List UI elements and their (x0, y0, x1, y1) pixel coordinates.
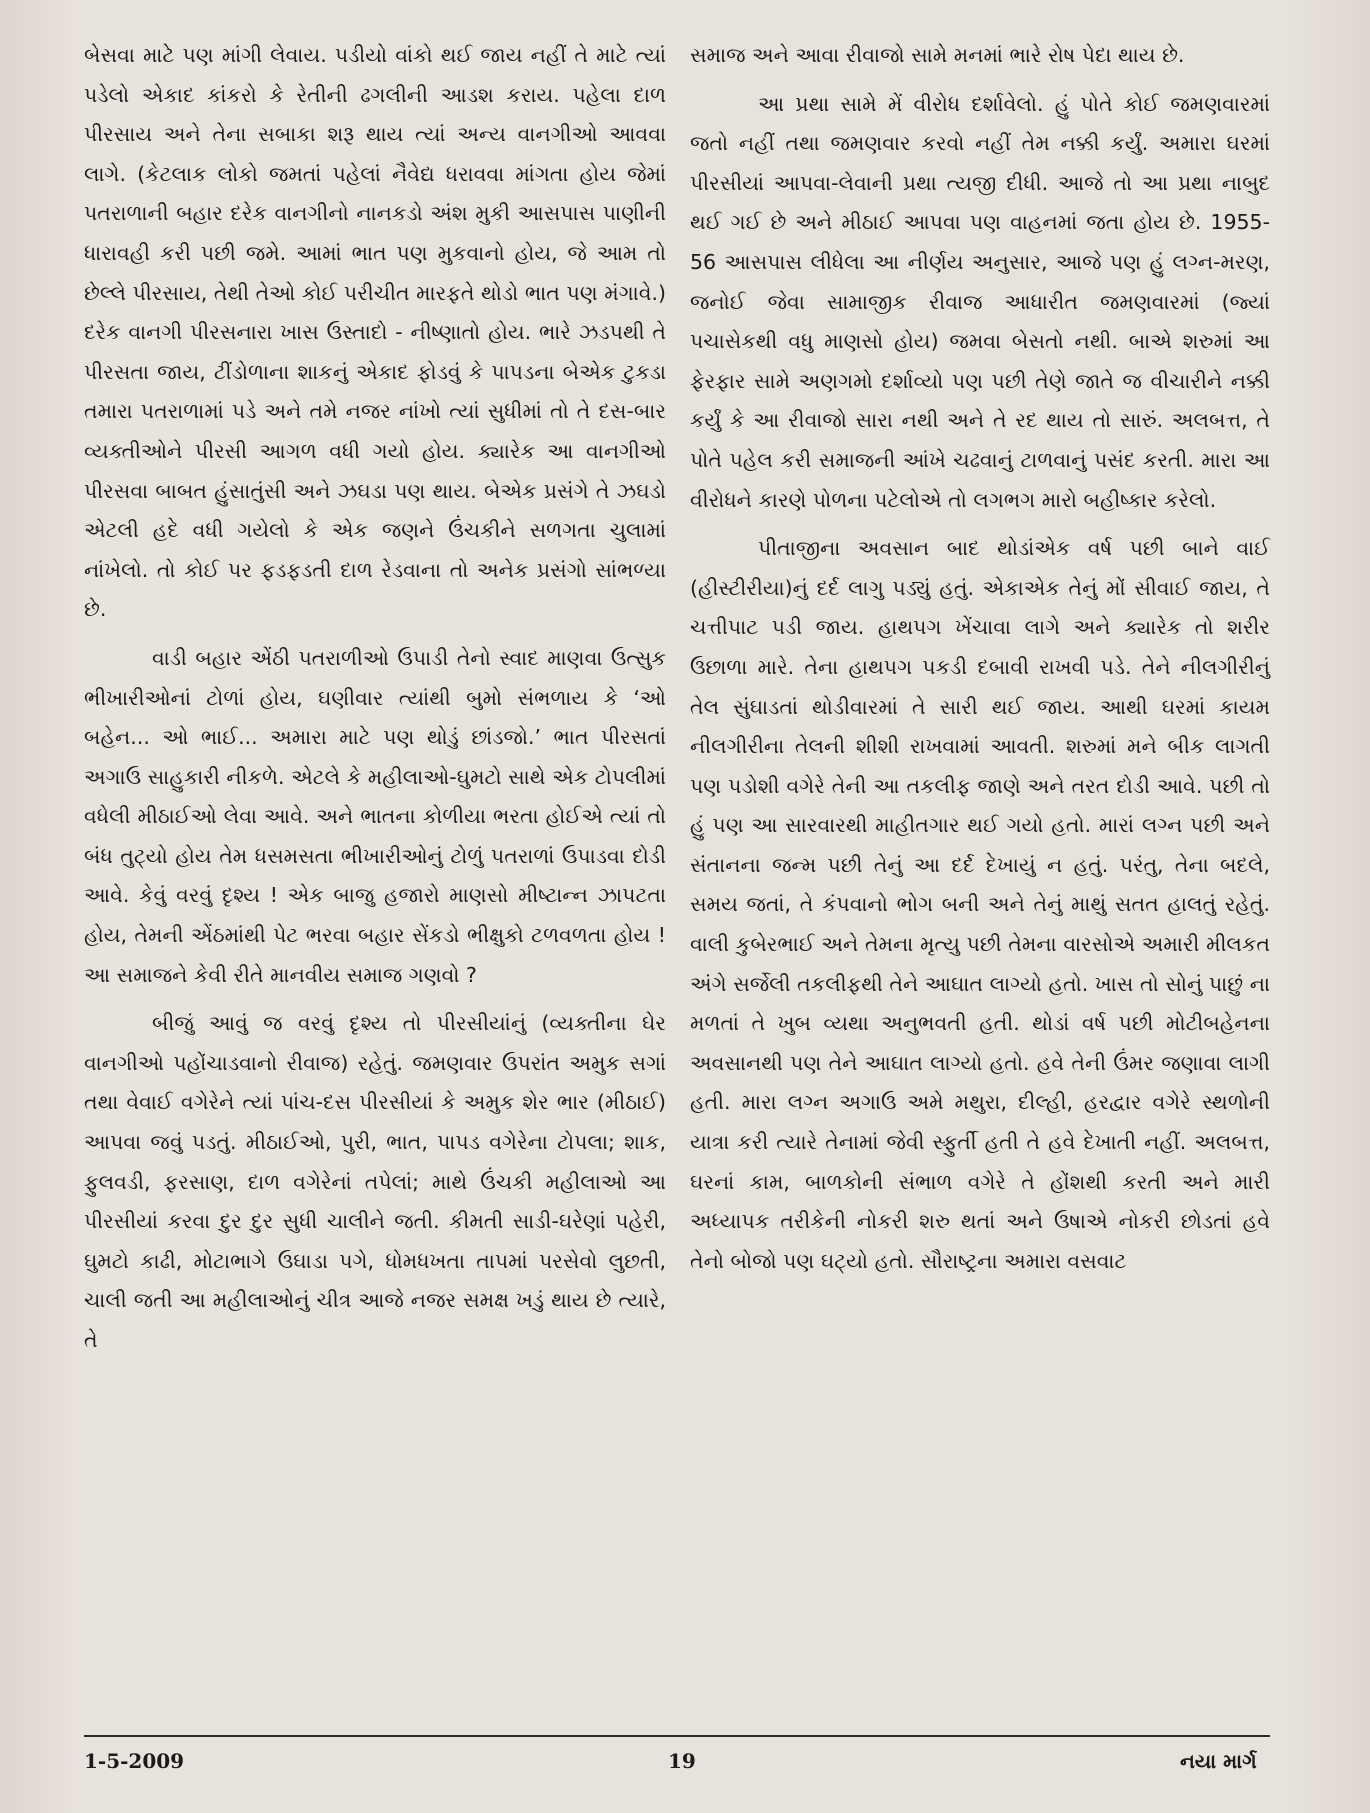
paragraph: બેસવા માટે પણ માંગી લેવાય. પડીયો વાંકો થઈ જાય નહીં તે માટે ત્યાં પડેલો એકાદ કાંકરો કે રેતીની ઢગલીની આડશ કરાય. પહેલા દાળ પીરસાય અને તેના સબાકા શરૂ થાય ત્યાં અન્ય વાનગીઓ આવવા લાગે. (કેટલાક લોકો જમતાં પહેલાં નૈવેદ્ય ધરાવવા માંગતા હોય જેમાં પતરાળાની બહાર દરેક વાનગીનો નાનકડો અંશ મુકી આસપાસ પાણીની ધારાવહી કરી પછી જમે. આમાં ભાત પણ મુકવાનો હોય, જે આમ તો છેલ્લે પીરસાય, તેથી તેઓ કોઈ પરીચીત મારફતે થોડો ભાત પણ મંગાવે.) દરેક વાનગી પીરસનારા ખાસ ઉસ્તાદો - નીષ્ણાતો હોય. ભારે ઝડપથી તે પીરસતા જાય, ટીંડોળાના શાકનું એકાદ ફોડવું કે પાપડના બેએક ટુકડા તમારા પતરાળામાં પડે અને તમે નજર નાંખો ત્યાં સુધીમાં તો તે દસ-બાર વ્યક્તીઓને પીરસી આગળ વધી ગયો હોય. ક્યારેક આ વાનગીઓ પીરસવા બાબત હુંસાતુંસી અને ઝઘડા પણ થાય. બેએક પ્રસંગે તે ઝઘડો એટલી હદે વધી ગયેલો કે એક જણને ઉંચકીને સળગતા ચુલામાં નાંખેલો. તો કોઈ પર ફડફડતી દાળ રેડવાના તો અનેક પ્રસંગો સાંભળ્યા છે. (84, 43, 666, 622)
footer-divider (84, 1735, 1270, 1737)
paragraph: વાડી બહાર એંઠી પતરાળીઓ ઉપાડી તેનો સ્વાદ માણવા ઉત્સુક ભીખારીઓનાં ટોળાં હોય, ઘણીવાર ત્યાંથી બુમો સંભળાય કે ‘ઓ બહેન... ઓ ભાઈ... અમારા માટે પણ થોડું છાંડજો.’ ભાત પીરસતાં અગાઉ સાહુકારી નીકળે. એટલે કે મહીલાઓ-ઘુમટો સાથે એક ટોપલીમાં વધેલી મીઠાઈઓ લેવા આવે. અને ભાતના કોળીયા ભરતા હોઈએ ત્યાં તો બંધ તુટ્યો હોય તેમ ધસમસતા ભીખારીઓનું ટોળું પતરાળાં ઉપાડવા દોડી આવે. કેવું વરવું દૃશ્ય ! એક બાજુ હજારો માણસો મીષ્ટાન્ન ઝાપટતા હોય, તેમની એંઠમાંથી પેટ ભરવા બહાર સેંકડો ભીક્ષુકો ટળવળતા હોય ! આ સમાજને કેવી રીતે માનવીય સમાજ ગણવો ? (84, 645, 666, 987)
paragraph: બીજું આવું જ વરવું દૃશ્ય તો પીરસીયાંનું (વ્યક્તીના ઘેર વાનગીઓ પહોંચાડવાનો રીવાજ) રહેતું. જમણવાર ઉપરાંત અમુક સગાં તથા વેવાઈ વગેરેને ત્યાં પાંચ-દસ પીરસીયાં કે અમુક શેર ભાર (મીઠાઈ) આપવા જવું પડતું. મીઠાઈઓ, પુરી, ભાત, પાપડ વગેરેના ટોપલા; શાક, ફુલવડી, ફરસાણ, દાળ વગેરેનાં તપેલાં; માથે ઉંચકી મહીલાઓ આ પીરસીયાં કરવા દુર દુર સુધી ચાલીને જતી. કીમતી સાડી-ઘરેણાં પહેરી, ઘુમટો કાઢી, મોટાભાગે ઉઘાડા પગે, ધોમધખતા તાપમાં પરસેવો લુછતી, ચાલી જતી આ મહીલાઓનું ચીત્ર આજે નજર સમક્ષ ખડું થાય છે ત્યારે, તે (84, 1011, 666, 1352)
paragraph: આ પ્રથા સામે મેં વીરોધ દર્શાવેલો. હું પોતે કોઈ જમણવારમાં જતો નહીં તથા જમણવાર કરવો નહીં તેમ નક્કી કર્યું. અમારા ઘરમાં પીરસીયાં આપવા-લેવાની પ્રથા ત્યજી દીધી. આજે તો આ પ્રથા નાબુદ થઈ ગઈ છે અને મીઠાઈ આપવા પણ વાહનમાં જતા હોય છે. 1955- 56 આસપાસ લીધેલા આ નીર્ણય અનુસાર, આજે પણ હું લગ્ન-મરણ, જનોઈ જેવા સામાજીક રીવાજ આધારીત જમણવારમાં (જ્યાં પચાસેકથી વધુ માણસો હોય) જમવા બેસતો નથી. બાએ શરુમાં આ ફેરફાર સામે અણગમો દર્શાવ્યો પણ પછી તેણે જાતે જ વીચારીને નક્કી કર્યું કે આ રીવાજો સારા નથી અને તે રદ થાય તો સારું. અલબત્ત, તે પોતે પહેલ કરી સમાજની આંખે ચઢવાનું ટાળવાનું પસંદ કરતી. મારા આ વીરોધને કારણે પોળના પટેલોએ તો લગભગ મારો બહીષ્કાર કરેલો. (690, 91, 1270, 512)
footer-date: 1-5-2009 (84, 1749, 185, 1773)
left-column (84, 36, 666, 1370)
paragraph: સમાજ અને આવા રીવાજો સામે મનમાં ભારે રોષ પેદા થાય છે. (690, 43, 1185, 67)
page-number: 19 (668, 1749, 696, 1773)
paragraph: પીતાજીના અવસાન બાદ થોડાંએક વર્ષ પછી બાને વાઈ (હીસ્ટીરીયા)નું દર્દ લાગુ પડ્યું હતું. એકાએક તેનું મોં સીવાઈ જાય, તે ચત્તીપાટ પડી જાય. હાથપગ ખેંચાવા લાગે અને ક્યારેક તો શરીર ઉછાળા મારે. તેના હાથપગ પકડી દબાવી રાખવી પડે. તેને નીલગીરીનું તેલ સુંઘાડતાં થોડીવારમાં તે સારી થઈ જાય. આથી ઘરમાં કાયમ નીલગીરીના તેલની શીશી રાખવામાં આવતી. શરુમાં મને બીક લાગતી પણ પડોશી વગેરે તેની આ તકલીફ જાણે અને તરત દોડી આવે. પછી તો હું પણ આ સારવારથી માહીતગાર થઈ ગયો હતો. મારાં લગ્ન પછી અને સંતાનના જન્મ પછી તેનું આ દર્દ દેખાયું ન હતું. પરંતુ, તેના બદલે, સમય જતાં, તે કંપવાનો ભોગ બની અને તેનું માથું સતત હાલતું રહેતું. વાલી કુબેરભાઈ અને તેમના મૃત્યુ પછી તેમના વારસોએ અમારી મીલકત અંગે સર્જેલી તકલીફથી તેને આઘાત લાગ્યો હતો. ખાસ તો સોનું પાછું ના મળતાં તે ખુબ વ્યથા અનુભવતી હતી. થોડાં વર્ષ પછી મોટીબહેનના અવસાનથી પણ તેને આઘાત લાગ્યો હતો. હવે તેની ઉંમર જણાવા લાગી હતી. મારા લગ્ન અગાઉ અમે મથુરા, દીલ્હી, હરદ્વાર વગેરે સ્થળોની યાત્રા કરી ત્યારે તેનામાં જેવી સ્ફુર્તી હતી તે હવે દેખાતી નહીં. અલબત્ત, ઘરનાં કામ, બાળકોની સંભાળ વગેરે તે હોંશથી કરતી અને મારી અધ્યાપક તરીકેની નોકરી શરુ થતાં અને ઉષાએ નોકરી છોડતાં હવે તેનો બોજો પણ ઘટ્યો હતો. સૌરાષ્ટ્રના અમારા વસવાટ (690, 536, 1271, 1273)
right-column (690, 36, 1270, 1290)
magazine-name: નયા માર્ગ (1180, 1749, 1257, 1773)
